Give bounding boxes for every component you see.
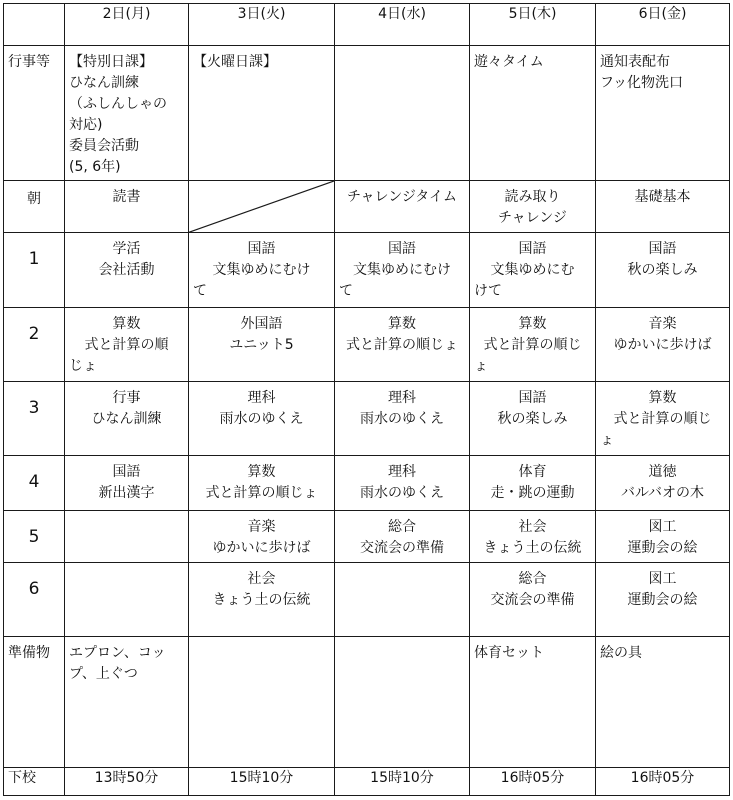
period-6-tue-line: 社会: [247, 570, 276, 587]
period-4-fri-line: バルバオの木: [620, 485, 705, 502]
period-6-fri: [596, 562, 730, 636]
period-4-mon-line: 新出漢字: [98, 485, 155, 502]
period-1-thu: [470, 233, 596, 307]
period-row-6: [4, 562, 730, 636]
period-1-fri-line: 秋の楽しみ: [627, 262, 698, 279]
period-6-fri-line: 図工: [648, 570, 677, 587]
morning-fri-line: 基礎基本: [634, 188, 691, 205]
items-fri-line: 絵の具: [600, 645, 642, 662]
period-3-thu-line: 秋の楽しみ: [497, 410, 568, 427]
period-4-tue-line: 算数: [247, 464, 276, 481]
items-wed: [335, 637, 470, 768]
period-5-fri: [596, 510, 730, 562]
period-3-wed-line: 理科: [388, 389, 416, 406]
period-4-thu-line: 走・跳の運動: [490, 485, 575, 502]
period-label-6: 6: [4, 562, 65, 636]
period-4-fri-line: 道徳: [648, 464, 677, 481]
items-thu-line: 体育セット: [474, 645, 544, 662]
period-1-fri: [596, 233, 730, 307]
morning-mon: [65, 180, 189, 232]
dismissal-time-fri: 16時05分: [596, 767, 730, 795]
period-2-thu: [470, 307, 596, 381]
items-mon: [65, 637, 189, 768]
period-1-fri-line: 国語: [648, 241, 677, 258]
period-label-1: 1: [4, 233, 65, 307]
events-fri: [596, 46, 730, 181]
events-mon-line: (5, 6年): [69, 159, 121, 176]
events-mon-line: 委員会活動: [69, 138, 139, 155]
items-tue: [189, 637, 335, 768]
period-5-tue-line: ゆかいに歩けば: [212, 539, 311, 556]
header-row: [4, 4, 730, 46]
events-fri-line: フッ化物洗口: [600, 75, 684, 92]
morning-tue: [189, 180, 335, 232]
period-4-wed: [335, 456, 470, 510]
dismissal-row: [4, 767, 730, 795]
header-day-fri: 6日(金): [596, 4, 730, 46]
morning-mon-line: 読書: [112, 188, 141, 205]
period-2-mon: [65, 307, 189, 381]
period-2-thu-line: 式と計算の順じ: [483, 336, 582, 353]
period-4-fri: [596, 456, 730, 510]
events-thu-line: 遊々タイム: [474, 54, 544, 71]
dismissal-time-thu: 16時05分: [470, 767, 596, 795]
period-row-3: [4, 381, 730, 455]
period-4-wed-line: 理科: [388, 464, 416, 481]
period-3-fri-line: 式と計算の順じ: [613, 410, 712, 427]
period-5-wed: [335, 510, 470, 562]
period-4-tue-line: 式と計算の順じょ: [205, 485, 318, 502]
period-2-wed: [335, 307, 470, 381]
period-3-fri-line: ょ: [600, 431, 614, 448]
period-3-thu-line: 国語: [518, 389, 547, 406]
period-5-mon: [65, 510, 189, 562]
morning-thu: [470, 180, 596, 232]
period-3-tue-line: 理科: [247, 389, 276, 406]
period-1-mon-line: 会社活動: [98, 262, 155, 279]
period-6-tue-line: きょう土の伝統: [212, 591, 311, 608]
period-3-wed: [335, 381, 470, 455]
period-2-tue: [189, 307, 335, 381]
events-thu: [470, 46, 596, 181]
period-1-tue-line: 文集ゆめにむけ: [212, 262, 311, 279]
header-day-mon: 2日(月): [65, 4, 189, 46]
morning-label: 朝: [4, 180, 65, 232]
events-mon-line: ひなん訓練: [69, 75, 139, 92]
period-5-wed-line: 総合: [388, 518, 416, 535]
period-4-mon-line: 国語: [112, 464, 141, 481]
period-6-tue: [189, 562, 335, 636]
items-label: 準備物: [4, 637, 65, 768]
period-3-mon: [65, 381, 189, 455]
events-mon-line: 【特別日課】: [69, 54, 153, 71]
period-3-tue-line: 雨水のゆくえ: [219, 410, 304, 427]
dismissal-label: 下校: [4, 767, 65, 795]
dismissal-time-mon: 13時50分: [65, 767, 189, 795]
period-1-mon-line: 学活: [112, 241, 141, 258]
period-row-1: [4, 233, 730, 307]
period-5-thu: [470, 510, 596, 562]
period-1-thu-line: 国語: [518, 241, 547, 258]
morning-row: [4, 180, 730, 232]
events-tue: [189, 46, 335, 181]
period-1-wed: [335, 233, 470, 307]
period-6-mon: [65, 562, 189, 636]
morning-thu-line: チャレンジ: [498, 209, 567, 226]
period-6-wed: [335, 562, 470, 636]
period-5-wed-line: 交流会の準備: [360, 539, 444, 556]
period-row-4: [4, 456, 730, 510]
period-2-thu-line: ょ: [474, 357, 488, 374]
dismissal-time-tue: 15時10分: [189, 767, 335, 795]
period-3-mon-line: ひなん訓練: [91, 410, 162, 427]
morning-wed-line: チャレンジタイム: [346, 188, 458, 205]
period-4-wed-line: 雨水のゆくえ: [360, 485, 444, 502]
period-1-tue-line: 国語: [247, 241, 276, 258]
period-5-tue-line: 音楽: [247, 518, 276, 535]
period-row-5: [4, 510, 730, 562]
period-4-thu: [470, 456, 596, 510]
header-day-tue: 3日(火): [189, 4, 335, 46]
period-3-wed-line: 雨水のゆくえ: [360, 410, 444, 427]
period-4-mon: [65, 456, 189, 510]
events-tue-line: 【火曜日課】: [193, 54, 277, 71]
period-3-mon-line: 行事: [112, 389, 141, 406]
items-mon-line: エプロン、コップ、上ぐつ: [69, 645, 166, 683]
period-1-mon: [65, 233, 189, 307]
items-thu: [470, 637, 596, 768]
period-2-wed-line: 算数: [388, 315, 416, 332]
period-5-fri-line: 運動会の絵: [627, 539, 698, 556]
period-2-fri: [596, 307, 730, 381]
period-3-thu: [470, 381, 596, 455]
header-corner: [4, 4, 65, 46]
period-6-thu: [470, 562, 596, 636]
period-2-tue-line: ユニット5: [229, 336, 294, 353]
timetable-body: [4, 4, 730, 796]
period-1-tue: [189, 233, 335, 307]
events-fri-line: 通知表配布: [600, 54, 670, 71]
items-row: [4, 637, 730, 768]
morning-tue-diagonal-line: [189, 181, 334, 232]
header-day-wed: 4日(水): [335, 4, 470, 46]
period-2-thu-line: 算数: [518, 315, 547, 332]
period-1-wed-line: て: [339, 283, 353, 300]
period-2-mon-line: 算数: [112, 315, 141, 332]
period-label-2: 2: [4, 307, 65, 381]
period-2-mon-line: じょ: [69, 357, 97, 374]
period-label-3: 3: [4, 381, 65, 455]
period-3-fri: [596, 381, 730, 455]
weekly-timetable: [3, 3, 730, 796]
period-1-thu-line: 文集ゆめにむ: [490, 262, 575, 279]
events-wed: [335, 46, 470, 181]
period-6-fri-line: 運動会の絵: [627, 591, 698, 608]
events-mon-line: （ふしんしゃの: [69, 96, 167, 113]
items-fri: [596, 637, 730, 768]
period-2-tue-line: 外国語: [240, 315, 283, 332]
period-4-tue: [189, 456, 335, 510]
period-row-2: [4, 307, 730, 381]
morning-wed: [335, 180, 470, 232]
morning-thu-line: 読み取り: [504, 188, 561, 205]
dismissal-time-wed: 15時10分: [335, 767, 470, 795]
period-label-4: 4: [4, 456, 65, 510]
events-label: 行事等: [4, 46, 65, 181]
events-mon-line: 対応): [69, 117, 103, 134]
period-5-thu-line: きょう土の伝統: [483, 539, 582, 556]
period-3-tue: [189, 381, 335, 455]
period-6-thu-line: 交流会の準備: [490, 591, 575, 608]
period-label-5: 5: [4, 510, 65, 562]
period-5-thu-line: 社会: [518, 518, 547, 535]
events-mon: [65, 46, 189, 181]
period-5-tue: [189, 510, 335, 562]
period-2-fri-line: ゆかいに歩けば: [613, 336, 712, 353]
period-6-thu-line: 総合: [518, 570, 547, 587]
period-4-thu-line: 体育: [518, 464, 547, 481]
period-2-wed-line: 式と計算の順じょ: [346, 336, 458, 353]
header-day-thu: 5日(木): [470, 4, 596, 46]
period-1-thu-line: けて: [474, 283, 502, 300]
period-2-fri-line: 音楽: [648, 315, 677, 332]
period-5-fri-line: 図工: [648, 518, 677, 535]
period-1-wed-line: 国語: [388, 241, 416, 258]
period-1-wed-line: 文集ゆめにむけ: [353, 262, 451, 279]
morning-fri: [596, 180, 730, 232]
period-3-fri-line: 算数: [648, 389, 677, 406]
period-2-mon-line: 式と計算の順: [84, 336, 169, 353]
period-1-tue-line: て: [193, 283, 207, 300]
events-row: [4, 46, 730, 181]
